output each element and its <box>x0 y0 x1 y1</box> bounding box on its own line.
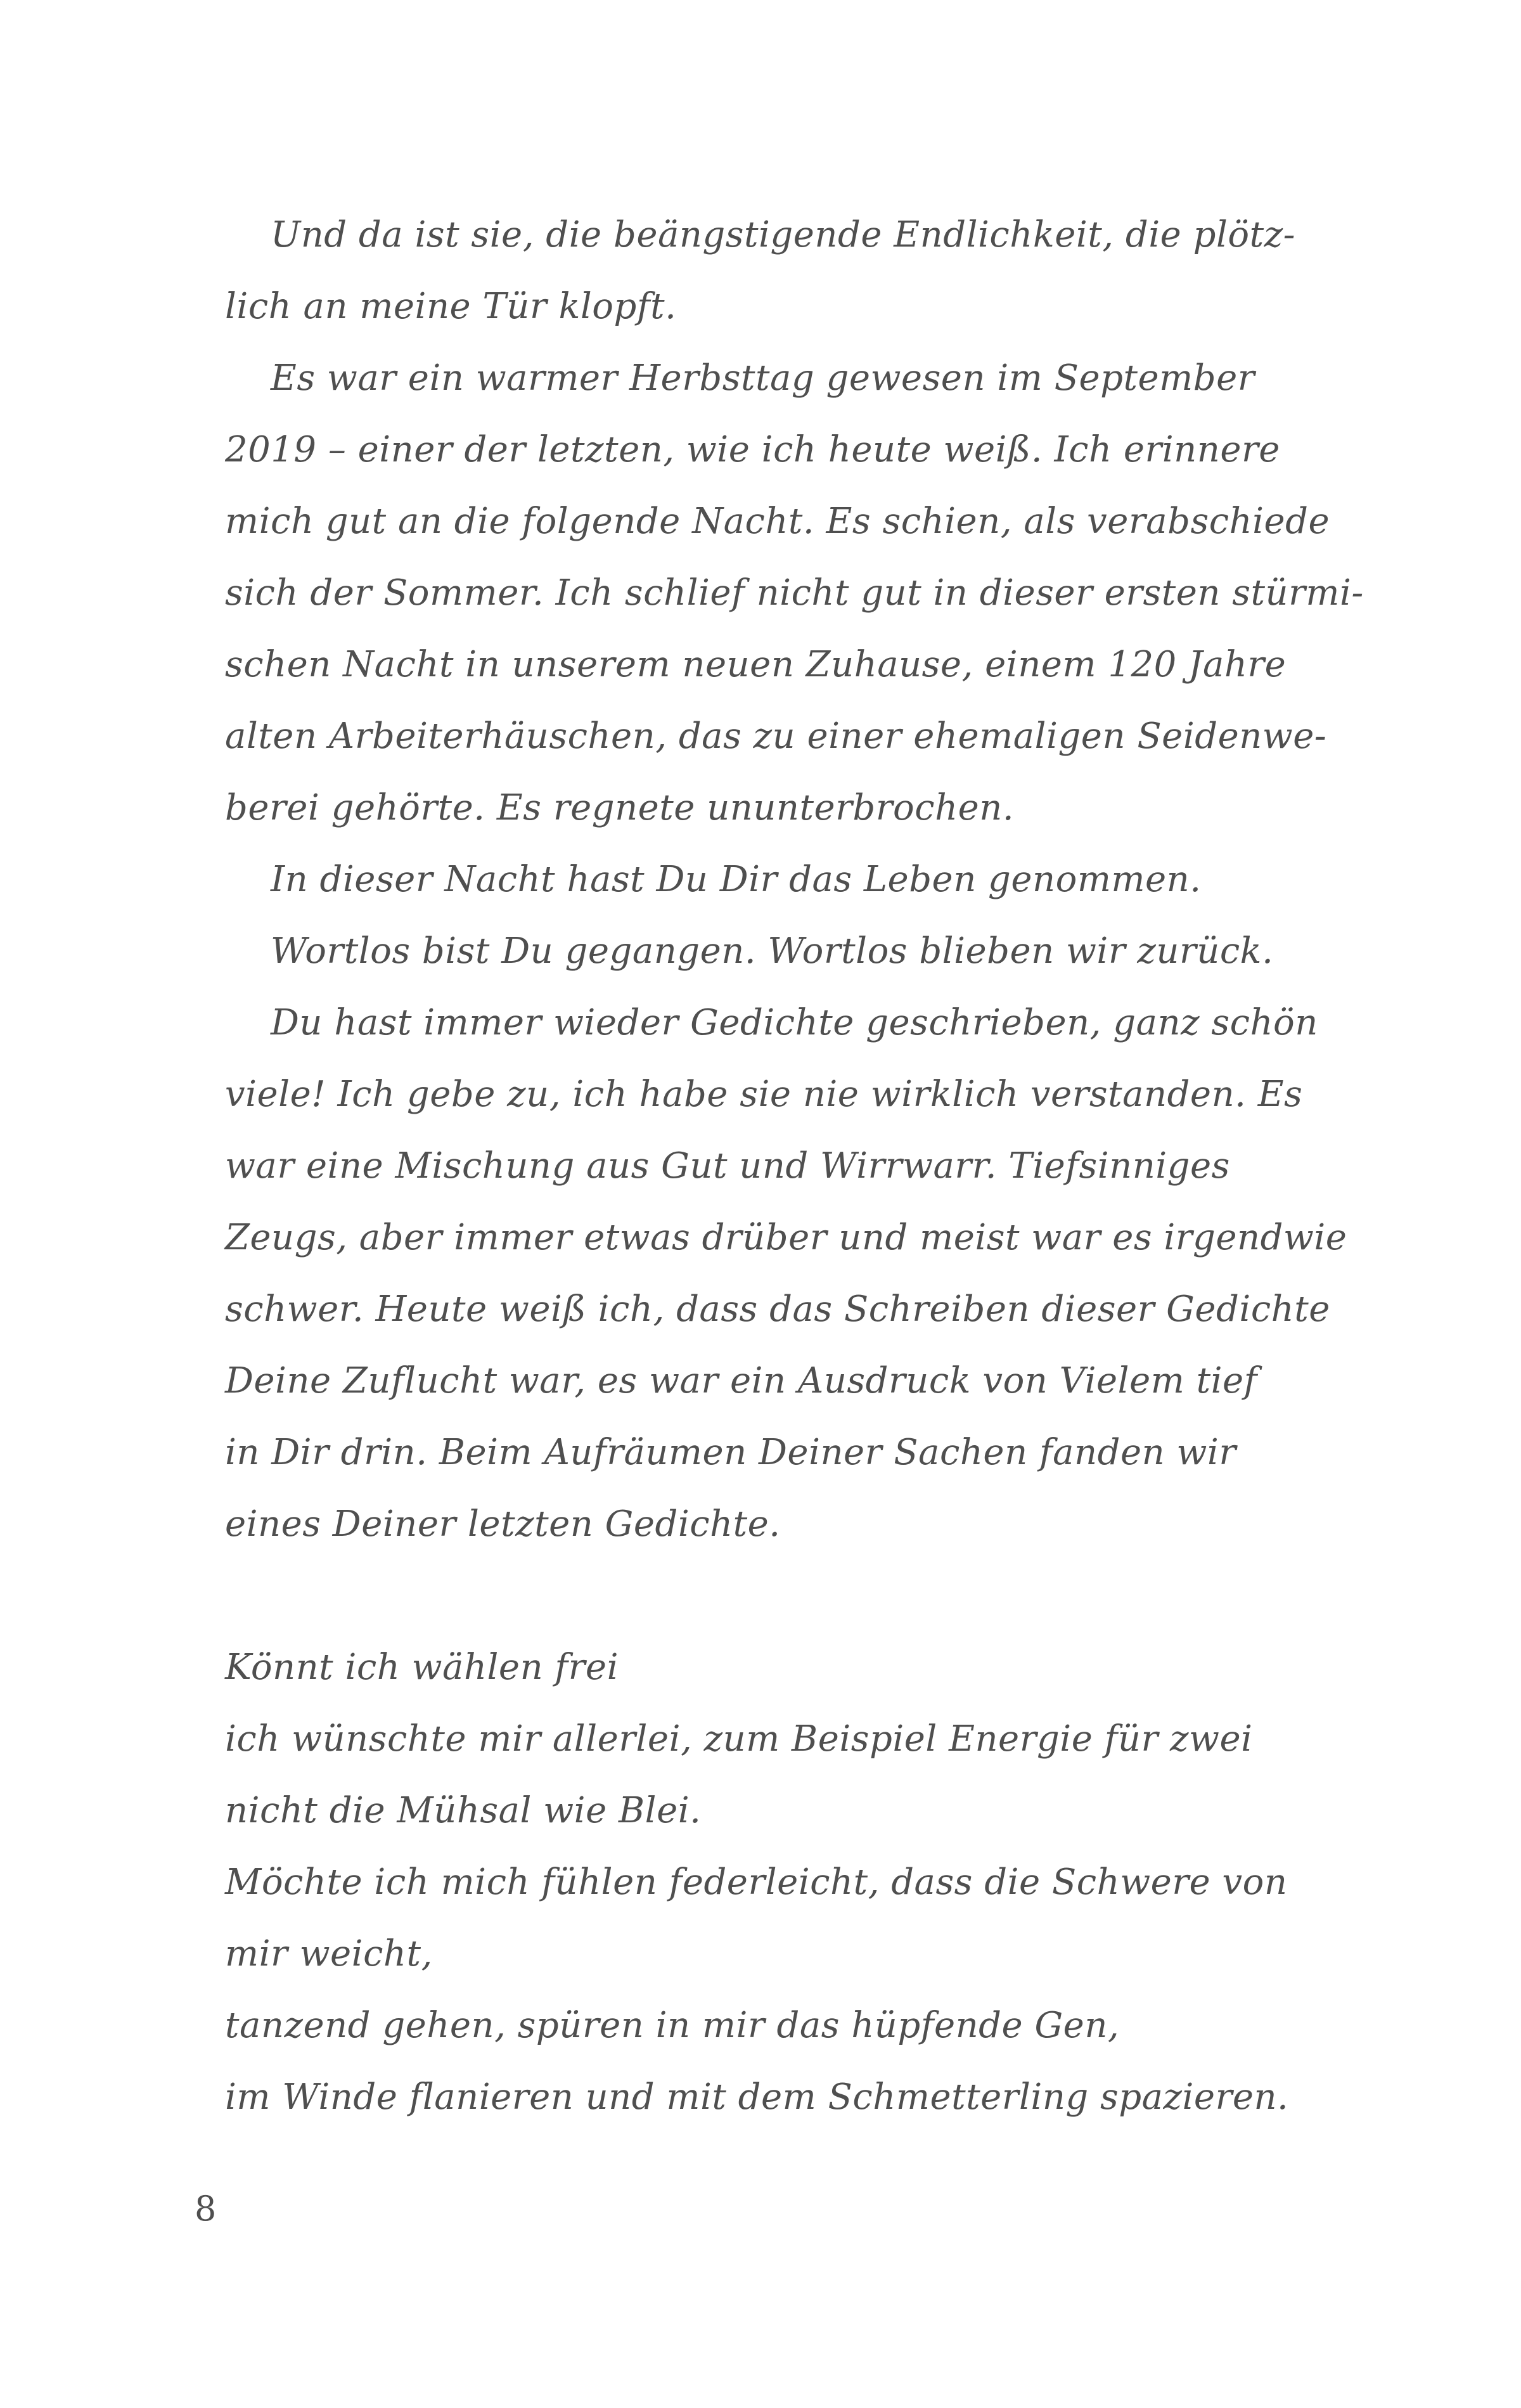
paragraph-line: sich der Sommer. Ich schlief nicht gut in dieser ersten stürmi- <box>225 572 1364 614</box>
paragraph-line: Deine Zuflucht war, es war ein Ausdruck von Vielem tief <box>225 1360 1257 1401</box>
paragraph-line: Wortlos bist Du gegangen. Wortlos blieben wir zurück. <box>271 930 1274 972</box>
paragraph-line: schen Nacht in unserem neuen Zuhause, einem 120 Jahre <box>225 644 1287 685</box>
poem-line: tanzend gehen, spüren in mir das hüpfende Gen, <box>225 2005 1120 2046</box>
paragraph-line: viele! Ich gebe zu, ich habe sie nie wirklich verstanden. Es <box>225 1074 1303 1115</box>
paragraph-line: alten Arbeiterhäuschen, das zu einer ehemaligen Seidenwe- <box>225 716 1327 757</box>
paragraph-line: eines Deiner letzten Gedichte. <box>225 1503 781 1545</box>
paragraph-line: schwer. Heute weiß ich, dass das Schreiben dieser Gedichte <box>225 1289 1330 1330</box>
paragraph-line: Zeugs, aber immer etwas drüber und meist war es irgendwie <box>225 1217 1347 1258</box>
paragraph-line: in Dir drin. Beim Aufräumen Deiner Sachen fanden wir <box>225 1432 1236 1473</box>
poem-line: ich wünschte mir allerlei, zum Beispiel Energie für zwei <box>225 1718 1253 1760</box>
paragraph-line: In dieser Nacht hast Du Dir das Leben genommen. <box>271 859 1202 900</box>
paragraph-line: war eine Mischung aus Gut und Wirrwarr. Tiefsinniges <box>225 1145 1230 1187</box>
paragraph-line: 2019 – einer der letzten, wie ich heute weiß. Ich erinnere <box>225 429 1280 470</box>
paragraph-line: mich gut an die folgende Nacht. Es schien, als verabschiede <box>225 501 1330 542</box>
poem-line: Möchte ich mich fühlen federleicht, dass die Schwere von <box>225 1862 1288 1903</box>
poem-separator <box>225 1560 1302 1632</box>
page-number: 8 <box>195 2189 217 2229</box>
poem-line: Könnt ich wählen frei <box>225 1647 619 1688</box>
paragraph-line: Es war ein warmer Herbsttag gewesen im September <box>271 357 1255 399</box>
paragraph-line: Du hast immer wieder Gedichte geschrieben, ganz schön <box>271 1002 1318 1043</box>
poem-line: im Winde flanieren und mit dem Schmetterling spazieren. <box>225 2076 1289 2118</box>
poem-line: nicht die Mühsal wie Blei. <box>225 1790 702 1831</box>
paragraph-line: lich an meine Tür klopft. <box>225 286 677 327</box>
paragraph-line: Und da ist sie, die beängstigende Endlichkeit, die plötz- <box>271 214 1296 255</box>
body-text <box>225 199 1364 2133</box>
poem-line: mir weicht, <box>225 1933 433 1974</box>
paragraph-line: berei gehörte. Es regnete ununterbrochen. <box>225 787 1015 828</box>
